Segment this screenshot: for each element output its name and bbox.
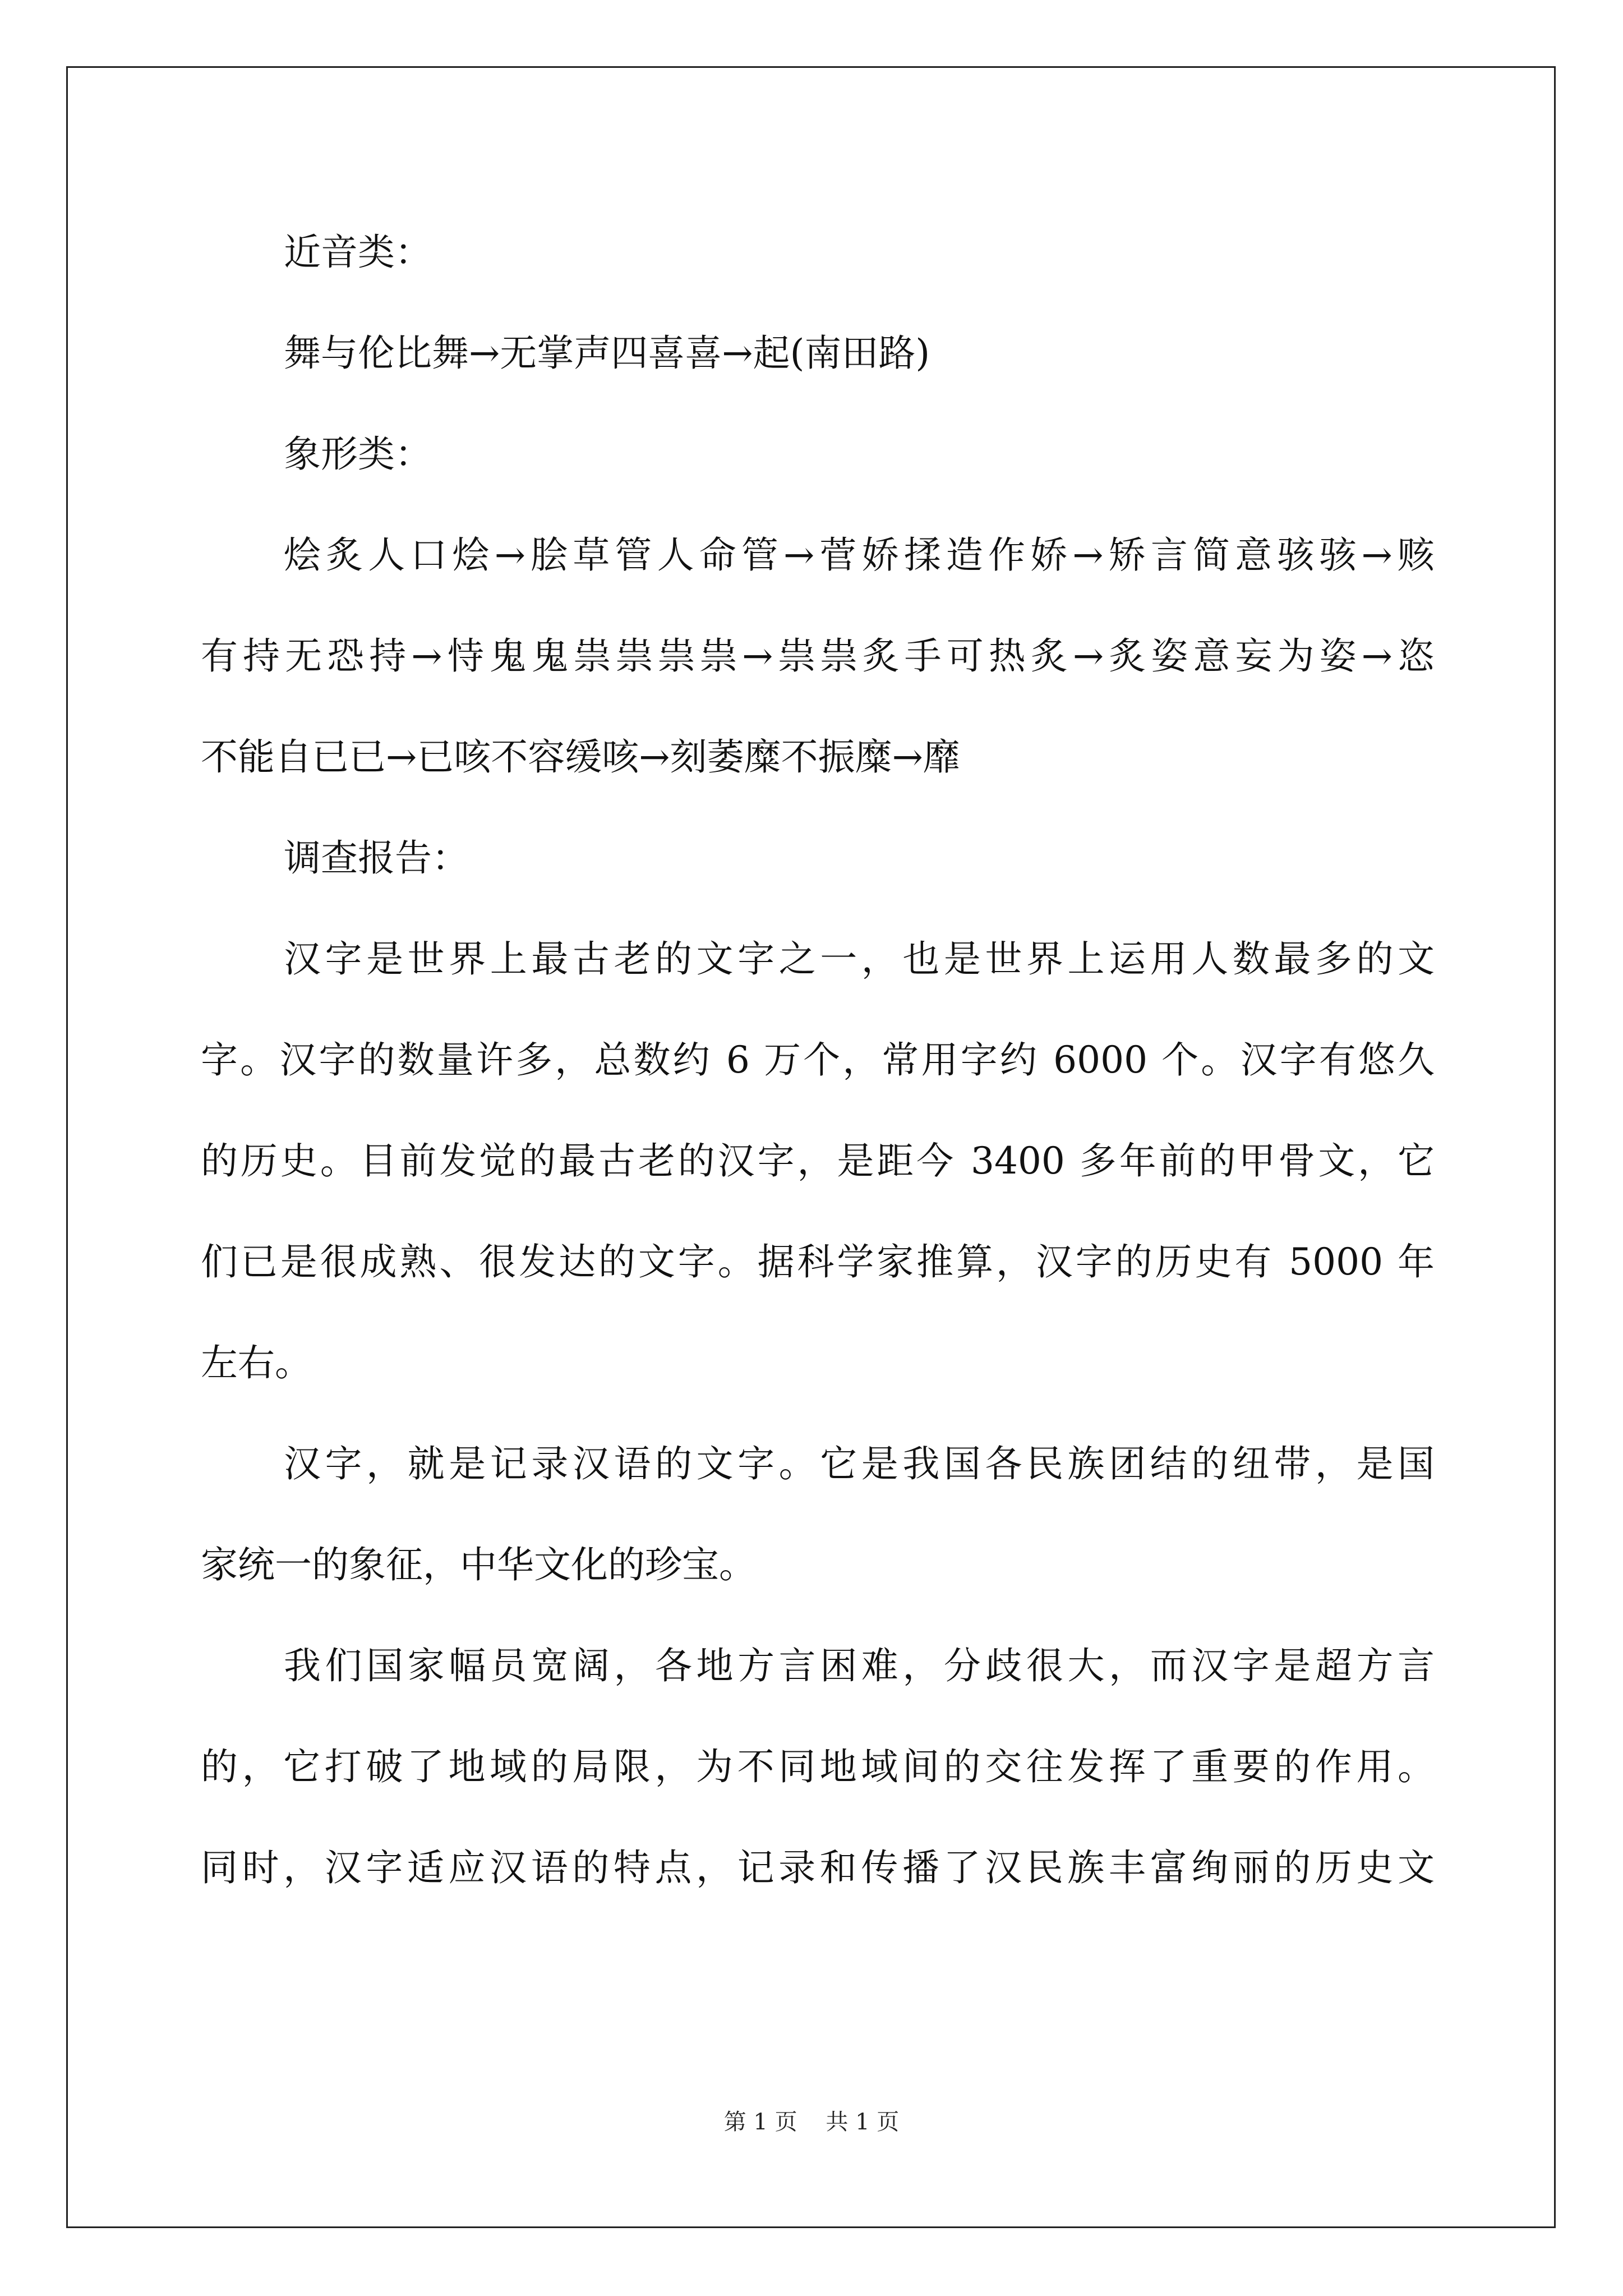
text-line: 家统一的象征，中华文化的珍宝。 [201,1543,756,1586]
text-line: 字。汉字的数量许多，总数约 6 万个，常用字约 6000 个。汉字有悠久 [201,1038,1435,1082]
section-heading: 调查报告： [284,836,469,880]
section-heading: 近音类： [284,231,432,274]
text-line: 汉字，就是记录汉语的文字。它是我国各民族团结的纽带，是国 [284,1442,1435,1485]
text-line: 们已是很成熟、很发达的文字。据科学家推算，汉字的历史有 5000 年 [201,1240,1435,1283]
text-line: 我们国家幅员宽阔，各地方言困难，分歧很大，而汉字是超方言 [284,1644,1435,1687]
text-line: 不能自已已→已咳不容缓咳→刻萎糜不振糜→靡 [201,735,960,779]
text-line: 同时，汉字适应汉语的特点，记录和传播了汉民族丰富绚丽的历史文 [201,1846,1435,1889]
text-line: 左右。 [201,1341,312,1384]
text-line: 汉字是世界上最古老的文字之一，也是世界上运用人数最多的文 [284,937,1435,981]
text-line: 烩炙人口烩→脍草管人命管→菅娇揉造作娇→矫言简意骇骇→赅 [284,533,1435,577]
text-line: 的，它打破了地域的局限，为不同地域间的交往发挥了重要的作用。 [201,1745,1435,1788]
page-number: 第 1 页 共 1 页 [723,2109,900,2135]
text-line: 的历史。目前发觉的最古老的汉字，是距今 3400 多年前的甲骨文，它 [201,1139,1435,1182]
section-heading: 象形类： [284,432,432,476]
text-line: 有持无恐持→恃鬼鬼祟祟祟祟→祟祟炙手可热炙→炙姿意妄为姿→恣 [201,634,1435,678]
text-line: 舞与伦比舞→无掌声四喜喜→起(南田路) [284,332,930,375]
